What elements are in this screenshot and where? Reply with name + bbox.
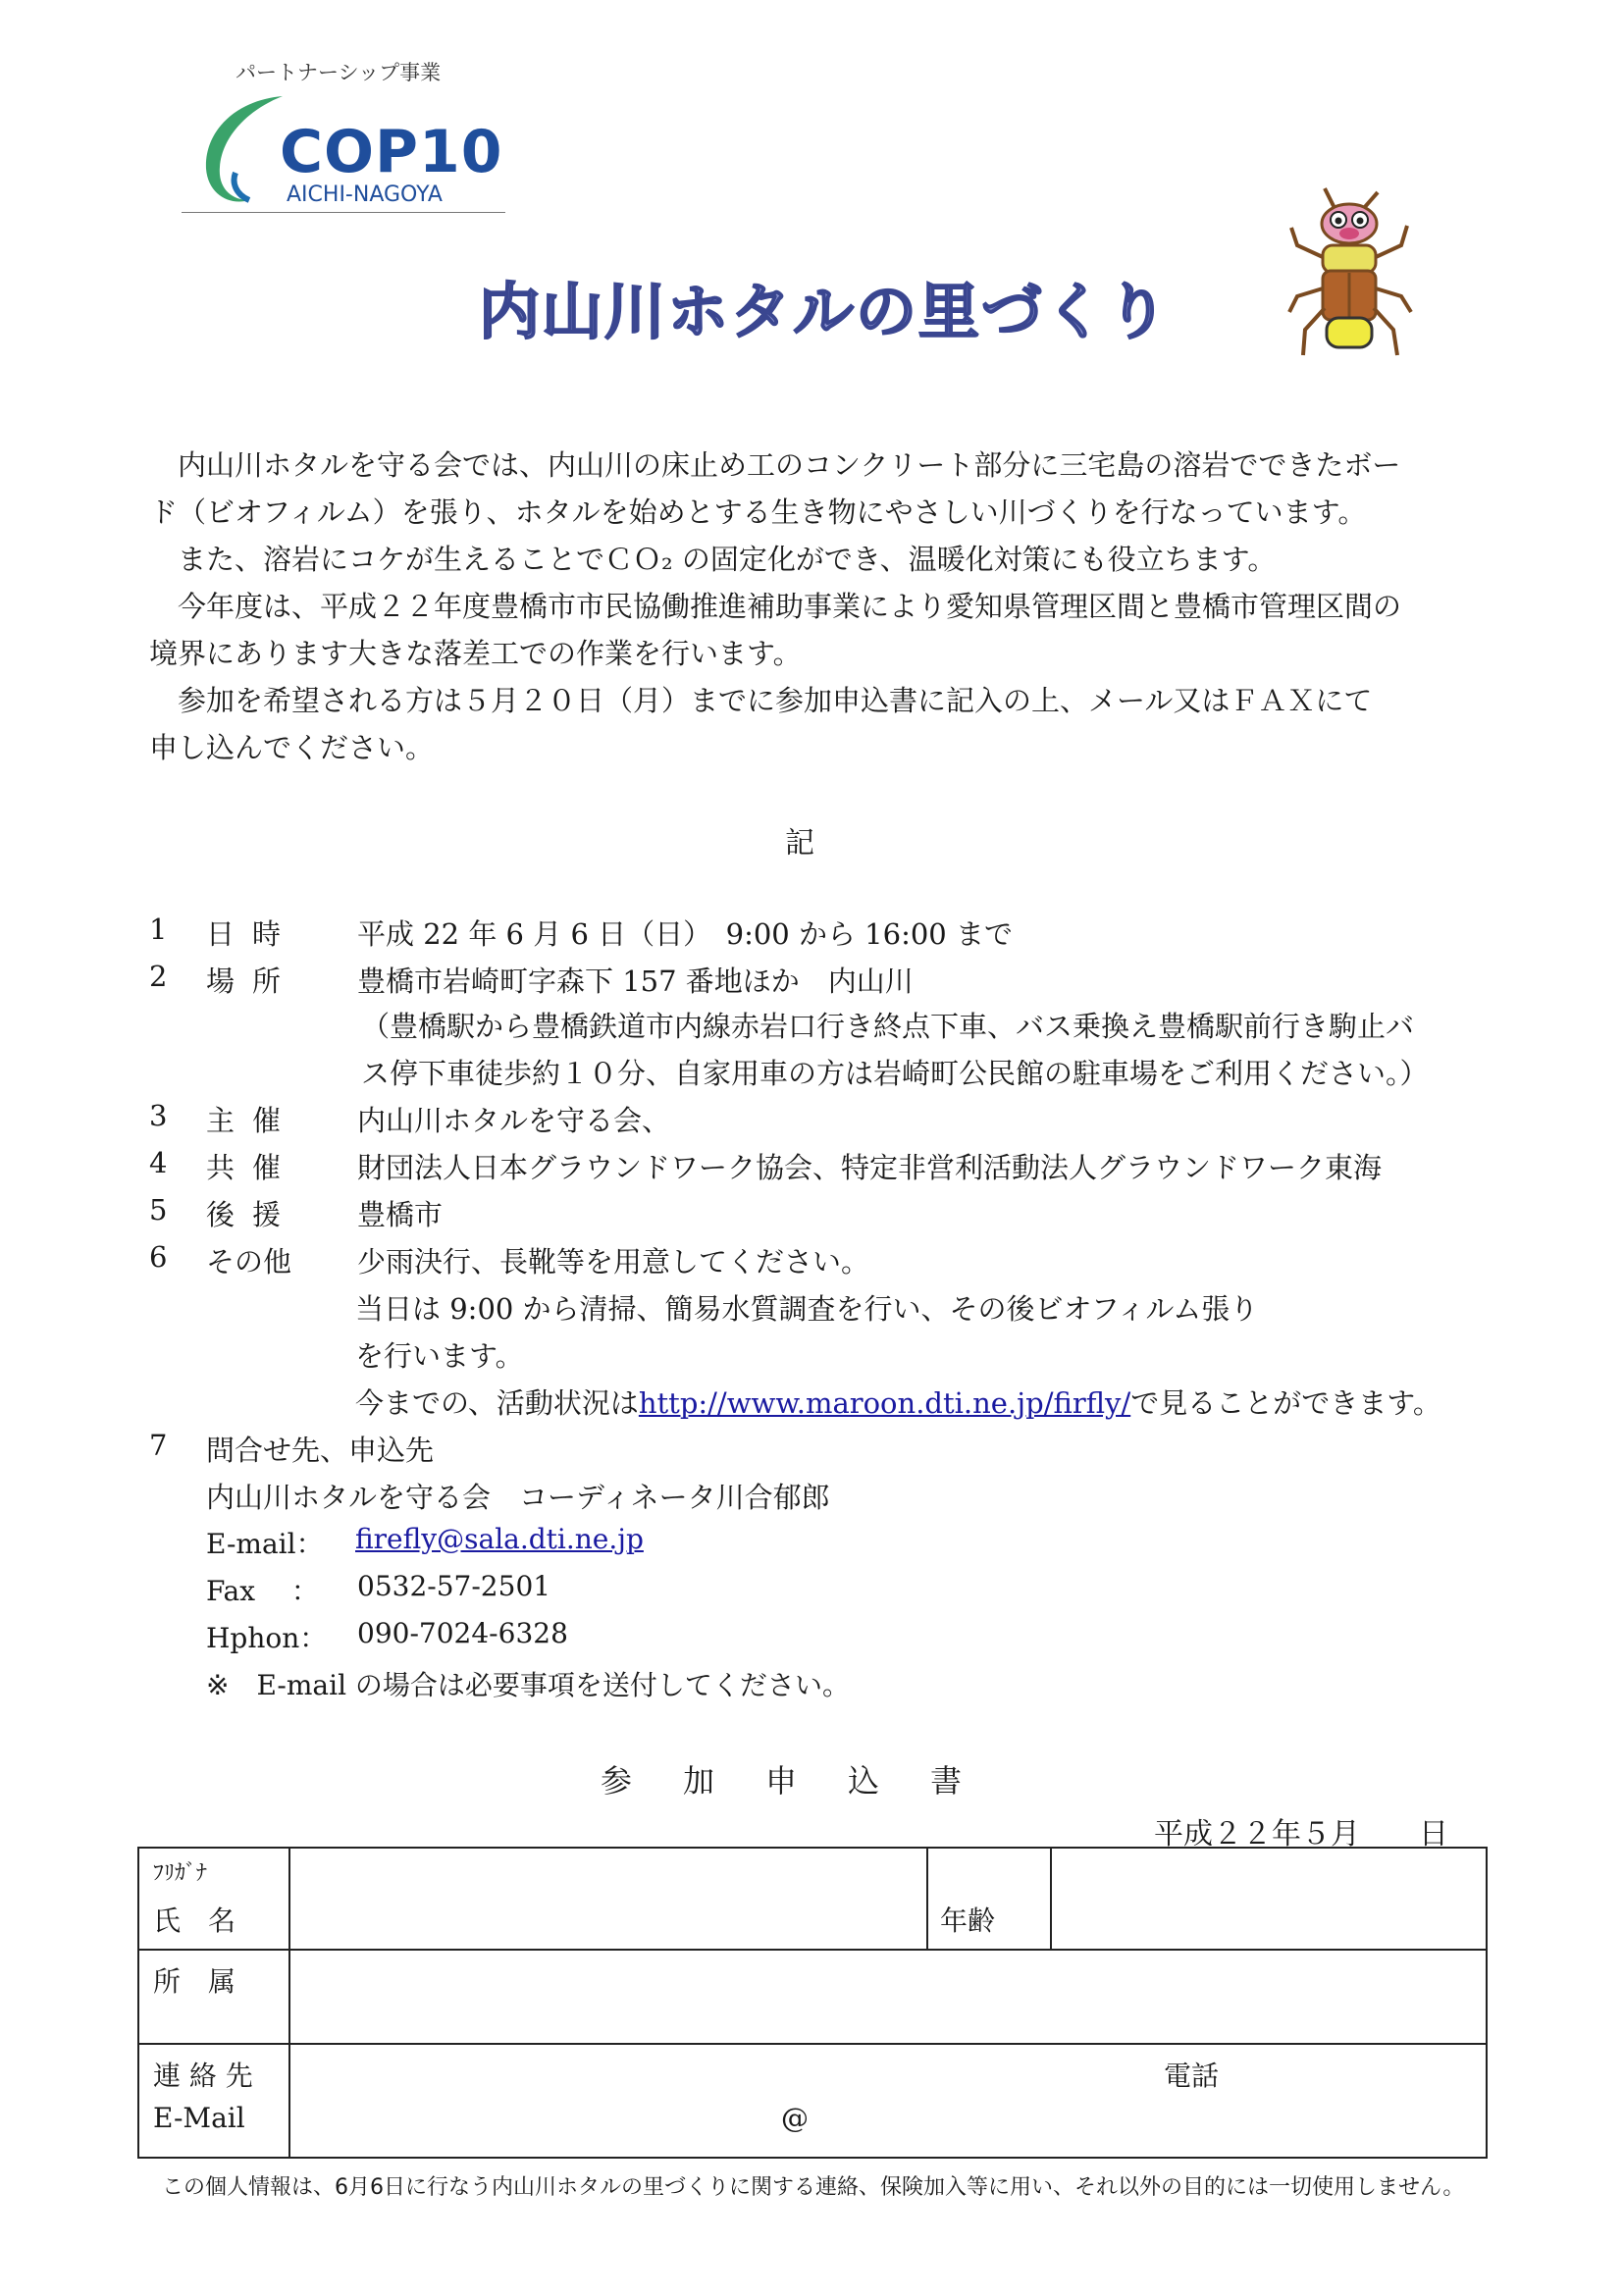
intro-line: 申し込んでください。 xyxy=(149,731,435,764)
contact-field[interactable] xyxy=(290,2045,1486,2157)
firefly-icon xyxy=(1276,186,1423,373)
intro-line: ド（ビオフィルム）を張り、ホタルを始めとする生き物にやさしい川づくりを行なっています。 xyxy=(149,496,1367,529)
item-label: 場所 xyxy=(206,965,299,998)
access-line: （豊橋駅から豊橋鉄道市内線赤岩口行き終点下車、バス乗換え豊橋駅前行き駒止バ xyxy=(361,1010,1415,1043)
item-label: 共催 xyxy=(206,1151,299,1184)
phone-number: 090-7024-6328 xyxy=(357,1617,568,1649)
ki-heading: 記 xyxy=(785,826,814,861)
item-value: 豊橋市岩崎町字森下 157 番地ほか 内山川 xyxy=(357,965,914,998)
affiliation-label: 所 属 xyxy=(153,1965,236,1998)
item-value: 平成 22 年 6 月 6 日（日） 9:00 から 16:00 まで xyxy=(357,917,1013,951)
access-line: ス停下車徒歩約１０分、自家用車の方は岩崎町公民館の駐車場をご利用ください。） xyxy=(361,1057,1429,1090)
other-line: を行います。 xyxy=(355,1339,524,1373)
application-form xyxy=(137,1847,1488,2159)
item-number: 2 xyxy=(149,960,168,993)
intro-line: 境界にあります大きな落差工での作業を行います。 xyxy=(149,637,802,670)
page-title: 内山川ホタルの里づくり xyxy=(479,276,1171,347)
activity-suffix: で見ることができます。 xyxy=(1130,1386,1441,1420)
contact-label: 連 絡 先 xyxy=(153,2060,253,2092)
intro-line: また、溶岩にコケが生えることでＣＯ₂ の固定化ができ、温暖化対策にも役立ちます。 xyxy=(149,543,1277,576)
intro-line: 内山川ホタルを守る会では、内山川の床止め工のコンクリート部分に三宅島の溶岩でできたボー xyxy=(149,448,1401,482)
cop10-logo xyxy=(186,51,520,218)
name-label: 氏 名 xyxy=(153,1905,236,1937)
item-label: 問合せ先、申込先 xyxy=(206,1434,435,1467)
furigana-label: ﾌﾘｶﾞﾅ xyxy=(153,1861,208,1886)
form-divider xyxy=(926,1849,928,1949)
phone-field-label: 電話 xyxy=(1164,2060,1220,2092)
item-value: 財団法人日本グラウンドワーク協会、特定非営利活動法人グラウンドワーク東海 xyxy=(357,1151,1383,1184)
at-sign: @ xyxy=(781,2102,809,2134)
item-value: 少雨決行、長靴等を用意してください。 xyxy=(357,1245,870,1278)
email-label: E-mail： xyxy=(206,1528,324,1560)
item-number: 4 xyxy=(149,1146,168,1179)
logo-name: COP10 xyxy=(280,118,503,186)
privacy-footnote: この個人情報は、6月6日に行なう内山川ホタルの里づくりに関する連絡、保険加入等に用い、それ以外の目的には一切使用しません。 xyxy=(162,2175,1465,2200)
email-field-label: E-Mail xyxy=(153,2102,245,2134)
age-label: 年齢 xyxy=(940,1905,996,1937)
phone-label: Hphon： xyxy=(206,1622,328,1654)
item-value: 豊橋市 xyxy=(357,1198,444,1231)
item-label: その他 xyxy=(206,1245,292,1278)
activity-line xyxy=(355,1382,1441,1422)
name-field[interactable] xyxy=(290,1849,926,1949)
item-number: 3 xyxy=(149,1099,168,1132)
fax-number: 0532-57-2501 xyxy=(357,1570,551,1602)
partnership-label: パートナーシップ事業 xyxy=(236,61,442,84)
age-field[interactable] xyxy=(1052,1849,1486,1949)
item-number: 1 xyxy=(149,913,168,946)
item-number: 5 xyxy=(149,1193,168,1226)
other-line: 当日は 9:00 から清掃、簡易水質調査を行い、その後ビオフィルム張り xyxy=(355,1292,1259,1326)
affiliation-field[interactable] xyxy=(290,1951,1486,2043)
item-number: 6 xyxy=(149,1240,168,1274)
email-link[interactable]: firefly@sala.dti.ne.jp xyxy=(355,1523,644,1555)
email-note: ※ E-mail の場合は必要事項を送付してください。 xyxy=(206,1669,850,1701)
form-title: 参加申込書 xyxy=(601,1762,1014,1800)
item-label: 後援 xyxy=(206,1198,299,1231)
intro-line: 参加を希望される方は５月２０日（月）までに参加申込書に記入の上、メール又はＦＡＸにて xyxy=(149,684,1373,717)
form-date: 平成２２年５月 日 xyxy=(1154,1817,1448,1852)
item-number: 7 xyxy=(149,1429,168,1462)
intro-line: 今年度は、平成２２年度豊橋市市民協働推進補助事業により愛知県管理区間と豊橋市管理区間の xyxy=(149,590,1402,623)
activity-link[interactable]: http://www.maroon.dti.ne.jp/firfly/ xyxy=(638,1386,1131,1420)
item-value: 内山川ホタルを守る会、 xyxy=(357,1104,671,1137)
contact-org: 内山川ホタルを守る会 コーディネータ川合郁郎 xyxy=(206,1481,830,1514)
logo-divider xyxy=(182,212,505,213)
leaf-icon xyxy=(196,92,289,208)
item-label: 日時 xyxy=(206,917,299,951)
fax-label: Fax ： xyxy=(206,1575,319,1607)
logo-subtitle: AICHI-NAGOYA xyxy=(287,183,443,207)
item-label: 主催 xyxy=(206,1104,299,1137)
activity-prefix: 今までの、活動状況は xyxy=(355,1386,639,1420)
